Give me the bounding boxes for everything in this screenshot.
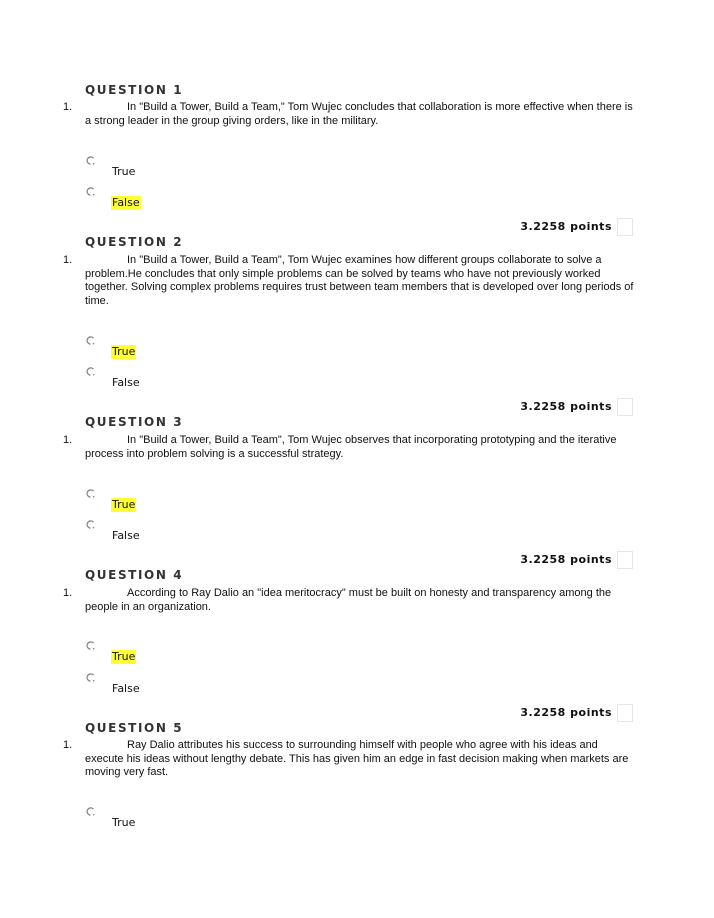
question-number: 1.	[63, 587, 73, 599]
points-box	[617, 704, 633, 722]
option-true[interactable]: True	[112, 816, 136, 829]
radio-icon[interactable]	[86, 187, 95, 196]
question-heading: QUESTION 3	[85, 415, 184, 429]
points-label: 3.2258 points	[520, 400, 612, 413]
question-number: 1.	[63, 101, 73, 113]
radio-icon[interactable]	[86, 520, 95, 529]
option-true[interactable]: True	[112, 345, 136, 358]
points-label: 3.2258 points	[520, 220, 612, 233]
question-text: In "Build a Tower, Build a Team," Tom Wujec concludes that collaboration is more effective when there is a strong leader in the group giving orders, like in the military.	[85, 101, 633, 127]
question-number: 1.	[63, 254, 73, 266]
radio-icon[interactable]	[86, 807, 95, 816]
question-number: 1.	[63, 434, 73, 446]
option-false[interactable]: False	[112, 196, 140, 209]
points-box	[617, 218, 633, 236]
question-heading: QUESTION 1	[85, 83, 184, 97]
option-true[interactable]: True	[112, 498, 136, 511]
option-true[interactable]: True	[112, 650, 136, 663]
option-false[interactable]: False	[112, 376, 140, 389]
question-text: In "Build a Tower, Build a Team", Tom Wujec examines how different groups collaborate to solve a problem.He concludes that only simple problems can be solved by teams who have not previously worked together. Solving complex problems requires trust between team members that is developed over long periods of time.	[85, 254, 634, 307]
question-text: According to Ray Dalio an "idea meritocracy" must be built on honesty and transparency among the people in an organization.	[85, 587, 612, 613]
radio-icon[interactable]	[86, 367, 95, 376]
radio-icon[interactable]	[86, 673, 95, 682]
radio-icon[interactable]	[86, 489, 95, 498]
points-box	[617, 551, 633, 569]
question-heading: QUESTION 2	[85, 235, 184, 249]
question-number: 1.	[63, 739, 73, 751]
radio-icon[interactable]	[86, 641, 95, 650]
points-label: 3.2258 points	[520, 553, 612, 566]
radio-icon[interactable]	[86, 156, 95, 165]
option-false[interactable]: False	[112, 682, 140, 695]
option-true[interactable]: True	[112, 165, 136, 178]
option-false[interactable]: False	[112, 529, 140, 542]
points-box	[617, 398, 633, 416]
radio-icon[interactable]	[86, 336, 95, 345]
question-text: In "Build a Tower, Build a Team", Tom Wujec observes that incorporating prototyping and the iterative process into problem solving is a successful strategy.	[85, 434, 617, 460]
question-heading: QUESTION 5	[85, 721, 184, 735]
points-label: 3.2258 points	[520, 706, 612, 719]
question-heading: QUESTION 4	[85, 568, 184, 582]
question-text: Ray Dalio attributes his success to surrounding himself with people who agree with his ideas and execute his ideas without lengthy debate. This has given him an edge in fast decision making when markets are moving very fast.	[85, 739, 629, 779]
